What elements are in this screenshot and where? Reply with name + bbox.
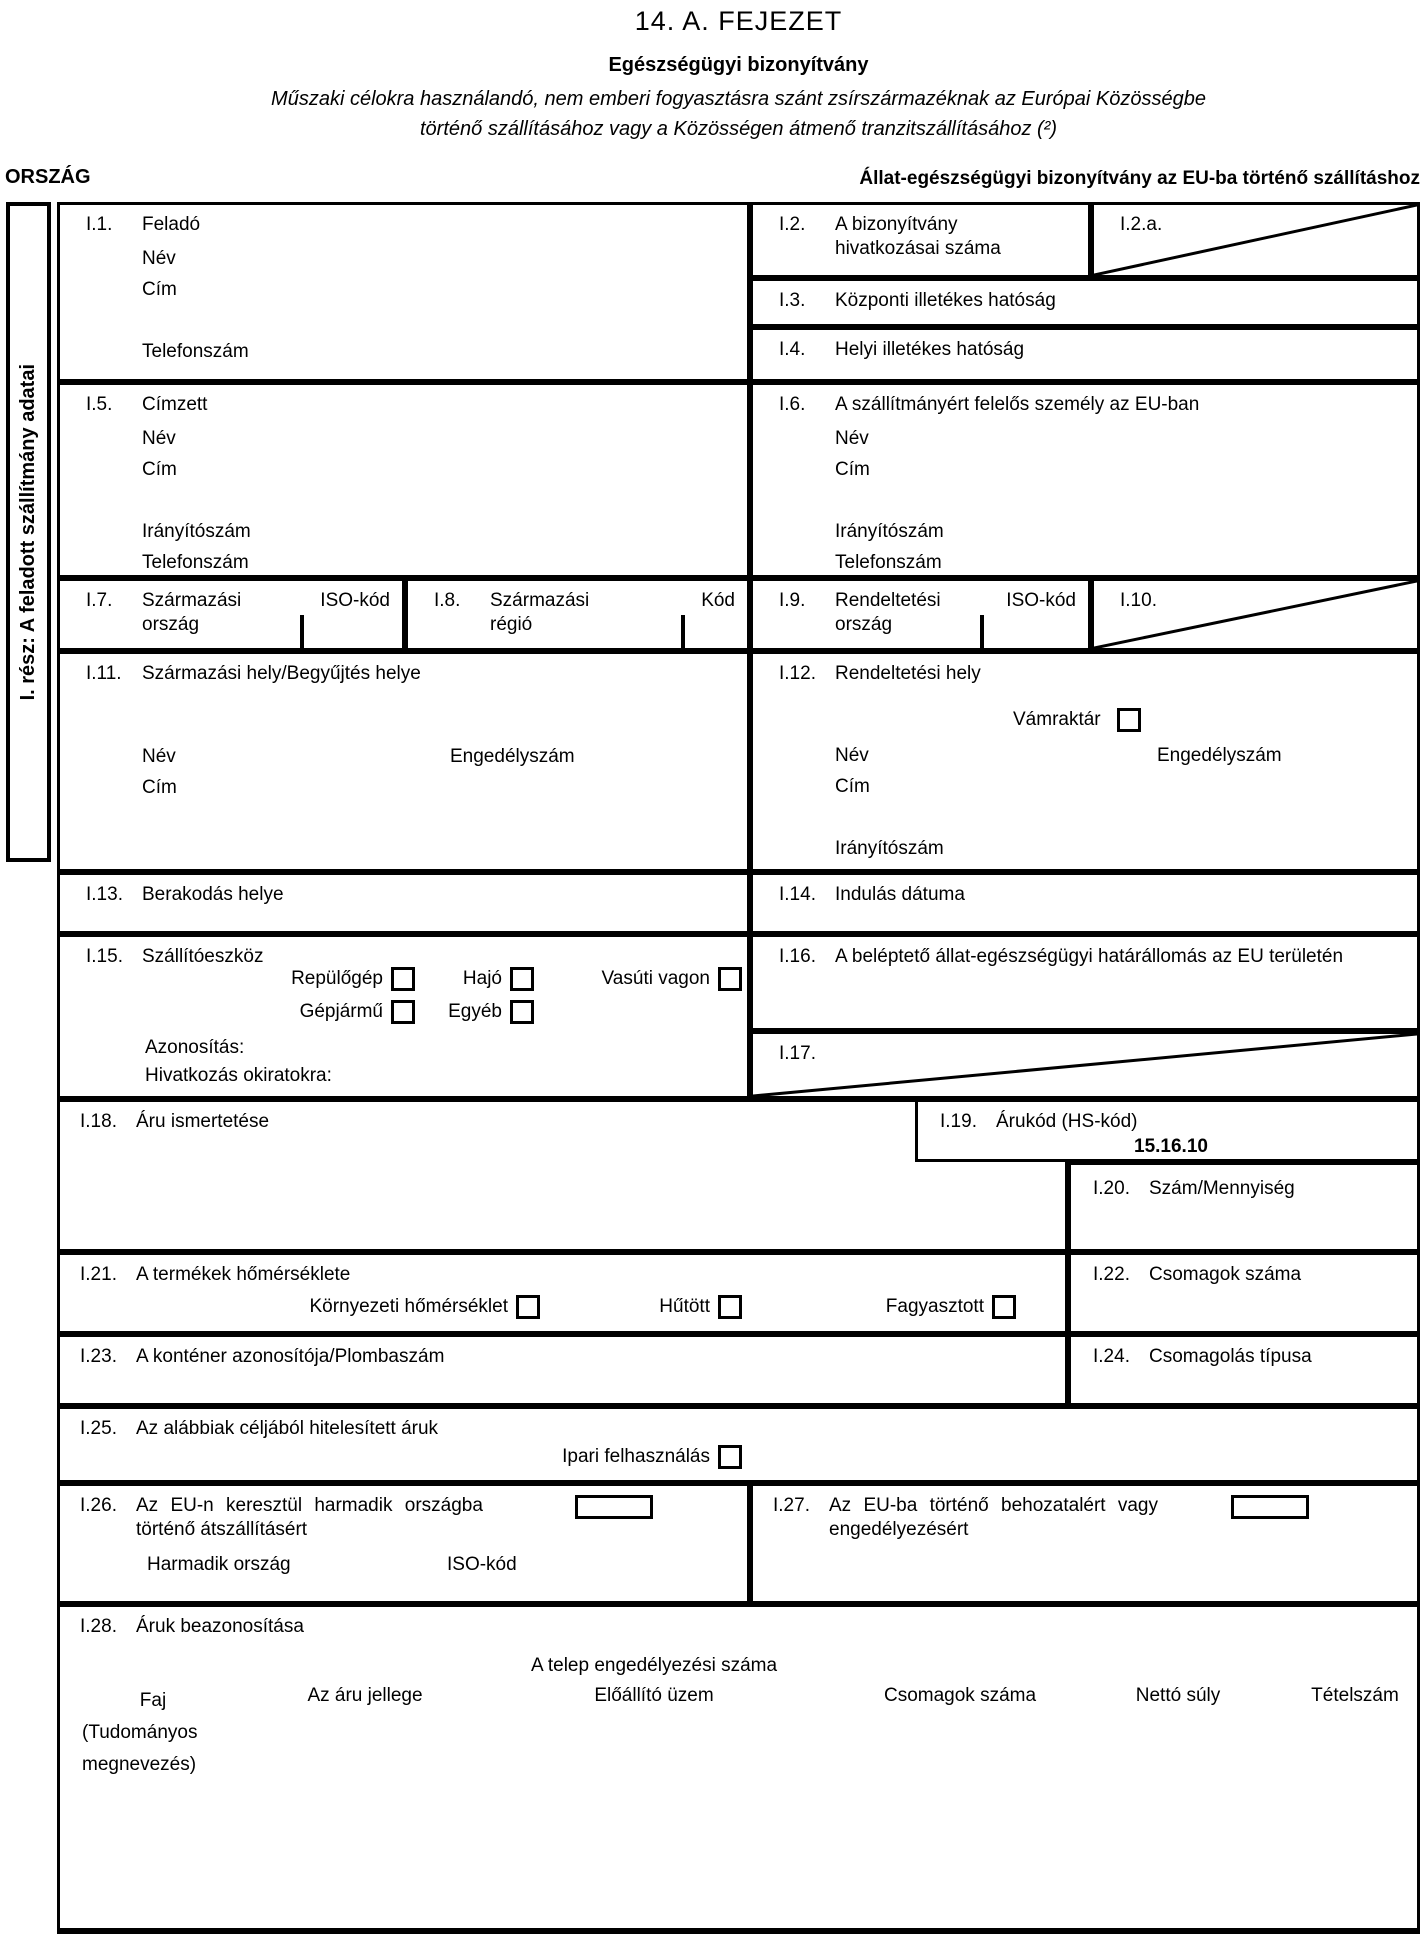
site-permit-label: A telep engedélyezési száma [530,1655,778,1676]
box-i25-certified-purpose [57,1406,1420,1483]
column-header-packages: Csomagok száma [883,1685,1037,1706]
box-number: I.21. [80,1264,117,1285]
box-title: A konténer azonosítója/Plombaszám [136,1346,445,1367]
box-number: I.13. [86,884,123,905]
transport-option-label: Repülőgép [291,968,383,989]
box-number: I.24. [1093,1346,1130,1367]
box-number: I.16. [779,946,816,967]
box-number: I.11. [86,663,122,684]
box-title: Az EU-ba történő behozatalért vagy engedélyezésért [829,1495,1159,1540]
box-i27-import-admission [750,1483,1420,1604]
box-number: I.14. [779,884,816,905]
chilled-checkbox[interactable] [718,1295,742,1319]
box-number: I.9. [779,590,806,611]
transport-option-label: Vasúti vagon [601,968,710,989]
box-i5-consignee [57,382,750,578]
box-i22-number-of-packages [1068,1252,1420,1334]
box-title: A beléptető állat-egészségügyi határállomás az EU területén [835,946,1344,967]
box-i13-place-of-loading [57,872,750,934]
iso-code-label: ISO-kód [447,1554,517,1575]
box-title: A termékek hőmérséklete [136,1264,351,1285]
box-i11-place-of-origin [57,651,750,872]
box-number: I.7. [86,590,113,611]
box-title: Indulás dátuma [835,884,965,905]
column-header-batch-number: Tételszám [1311,1685,1399,1706]
field-label-address: Cím [142,777,177,798]
box-i3-central-authority [750,278,1420,327]
certificate-subtitle: Egészségügyi bizonyítvány [608,54,869,76]
field-label-name: Név [835,745,869,766]
technical-use-label: Ipari felhasználás [562,1446,710,1467]
transport-option-label: Gépjármű [299,1001,383,1022]
box-i19-commodity-code [915,1099,1420,1162]
ambient-checkbox[interactable] [516,1295,540,1319]
box-i2-certificate-reference [750,202,1091,278]
species-note-line1: (Tudományos [82,1722,198,1743]
box-title: Áru ismertetése [136,1111,270,1132]
box-title: Árukód (HS-kód) [996,1111,1138,1132]
box-i8-region-of-origin [405,578,750,651]
other-checkbox[interactable] [510,1000,534,1024]
box-number: I.12. [779,663,816,684]
box-title: Címzett [142,394,208,415]
box-title: Származási hely/Begyűjtés helye [142,663,421,684]
documentary-references-label: Hivatkozás okiratokra: [145,1065,332,1086]
box-i12-place-of-destination [750,651,1420,872]
box-i6-responsible-person [750,382,1420,578]
box-number: I.4. [779,339,806,360]
field-label-address: Cím [835,459,870,480]
box-i14-date-of-departure [750,872,1420,934]
box-number: I.5. [86,394,113,415]
box-number: I.18. [80,1111,117,1132]
box-number: I.3. [779,290,806,311]
box-title: Származási ország [142,590,242,635]
box-title: Származási régió [490,590,590,635]
box-i10 [1091,578,1420,651]
box-i16-entry-bip [750,934,1420,1031]
box-i4-local-authority [750,327,1420,382]
identification-label: Azonosítás: [145,1037,245,1058]
field-label-name: Név [142,248,176,269]
hs-code-value: 15.16.10 [1134,1136,1208,1157]
box-number: I.15. [86,946,123,967]
box-number: I.19. [940,1111,977,1132]
box-i7-country-of-origin [57,578,405,651]
box-number: I.2. [779,214,806,235]
box-number: I.22. [1093,1264,1130,1285]
box-title: Helyi illetékes hatóság [835,339,1025,360]
frozen-checkbox[interactable] [992,1295,1016,1319]
box-number: I.26. [80,1495,117,1516]
box-i2a [1091,202,1420,278]
box-title: A szállítmányért felelős személy az EU-ban [835,394,1200,415]
iso-code-label: ISO-kód [320,590,390,611]
box-number: I.25. [80,1418,117,1439]
box-title: Központi illetékes hatóság [835,290,1056,311]
box-number: I.27. [773,1495,810,1516]
field-label-address: Cím [835,776,870,797]
box-title: Feladó [142,214,201,235]
field-label-name: Név [142,746,176,767]
box-number: I.1. [86,214,113,235]
field-label-address: Cím [142,459,177,480]
description-line1: Műszaki célokra használandó, nem emberi fogyasztásra szánt zsírszármazéknak az Európai Közösségbe [271,88,1206,110]
temperature-option-label: Környezeti hőmérséklet [309,1296,508,1317]
box-title: Szállítóeszköz [142,946,264,967]
box-number: I.6. [779,394,806,415]
field-label-phone: Telefonszám [142,552,249,573]
box-number: I.2.a. [1120,214,1163,235]
column-header-nature: Az áru jellege [307,1685,423,1706]
box-i24-type-of-packaging [1068,1334,1420,1406]
field-label-phone: Telefonszám [835,552,942,573]
box-title: Az EU-n keresztül harmadik országba történő átszállításért [136,1495,483,1540]
chapter-title: 14. A. FEJEZET [634,6,843,36]
field-label-name: Név [835,428,869,449]
box-title: Rendeltetési ország [835,590,941,635]
field-label-name: Név [142,428,176,449]
box-title: Az alábbiak céljából hitelesített áruk [136,1418,439,1439]
column-header-plant: Előállító üzem [594,1685,714,1706]
box-i28-identification-of-commodities [57,1604,1420,1934]
iso-code-label: ISO-kód [1006,590,1076,611]
part1-sidebar-label: I. rész: A feladott szállítmány adatai [17,363,39,701]
column-header-species: Faj [139,1690,167,1711]
customs-warehouse-label: Vámraktár [1013,709,1101,730]
box-number: I.23. [80,1346,117,1367]
country-label: ORSZÁG [5,166,91,188]
box-title: Berakodás helye [142,884,284,905]
box-title: Csomagok száma [1149,1264,1302,1285]
certificate-header-label: Állat-egészségügyi bizonyítvány az EU-ba történő szállításhoz [859,168,1420,189]
box-title: Áruk beazonosítása [136,1616,304,1637]
transport-option-label: Hajó [462,968,502,989]
field-label-permit: Engedélyszám [450,746,575,767]
box-number: I.8. [434,590,461,611]
box-title: Rendeltetési hely [835,663,981,684]
column-header-net-weight: Nettó súly [1135,1685,1221,1706]
part1-sidebar [6,202,51,862]
box-number: I.10. [1120,590,1157,611]
box-i17 [750,1031,1420,1099]
box-i21-product-temperature [57,1252,1068,1334]
species-note-line2: megnevezés) [82,1754,197,1775]
field-label-postal: Irányítószám [142,521,251,542]
temperature-option-label: Fagyasztott [885,1296,984,1317]
box-number: I.20. [1093,1178,1130,1199]
box-i9-country-of-destination [750,578,1091,651]
customs-warehouse-checkbox[interactable] [1117,708,1141,732]
box-i15-means-of-transport [57,934,750,1099]
third-country-label: Harmadik ország [147,1554,291,1575]
field-label-permit: Engedélyszám [1157,745,1282,766]
description-line2: történő szállításához vagy a Közösségen átmenő tranzitszállításához (²) [420,118,1057,140]
box-number: I.28. [80,1616,117,1637]
box-title: Szám/Mennyiség [1149,1178,1295,1199]
box-title: Csomagolás típusa [1149,1346,1312,1367]
transport-option-label: Egyéb [448,1001,502,1022]
box-i26-transit-third-country [57,1483,750,1604]
field-label-postal: Irányítószám [835,521,944,542]
box-i1-consignor [57,202,750,382]
field-label-address: Cím [142,279,177,300]
species-column [82,1685,224,1781]
field-label-phone: Telefonszám [142,341,249,362]
box-i23-container-seal [57,1334,1068,1406]
code-label: Kód [701,590,735,611]
box-number: I.17. [779,1043,816,1064]
technical-use-checkbox[interactable] [718,1445,742,1469]
box-i20-quantity [1068,1162,1420,1252]
field-label-postal: Irányítószám [835,838,944,859]
railway-wagon-checkbox[interactable] [718,967,742,991]
box-title: A bizonyítvány hivatkozásai száma [835,214,1001,259]
temperature-option-label: Hűtött [659,1296,710,1317]
